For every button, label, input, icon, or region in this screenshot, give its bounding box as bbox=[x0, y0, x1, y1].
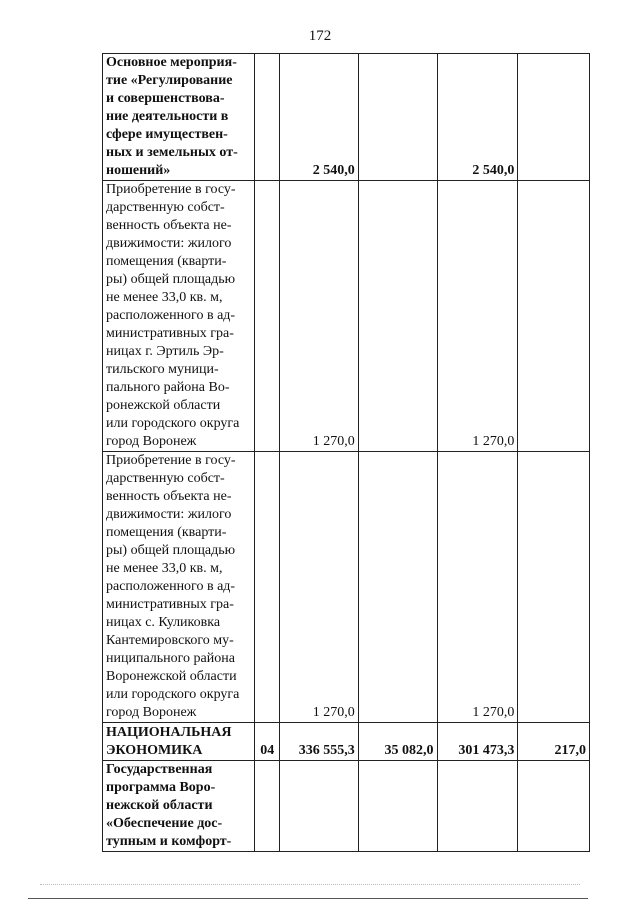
budget-table bbox=[102, 53, 590, 852]
row-col3: 2 540,0 bbox=[437, 54, 518, 181]
row-total: 1 270,0 bbox=[279, 181, 358, 452]
row-col2 bbox=[358, 181, 437, 452]
row-col2: 35 082,0 bbox=[358, 723, 437, 761]
table-row bbox=[103, 761, 590, 852]
row-col4 bbox=[518, 761, 590, 852]
row-section bbox=[255, 761, 280, 852]
row-col4 bbox=[518, 181, 590, 452]
row-total: 1 270,0 bbox=[279, 452, 358, 723]
row-col4: 217,0 bbox=[518, 723, 590, 761]
row-col3: 1 270,0 bbox=[437, 452, 518, 723]
page-number: 172 bbox=[308, 28, 332, 44]
row-section bbox=[255, 181, 280, 452]
table-row bbox=[103, 181, 590, 452]
row-section bbox=[255, 54, 280, 181]
row-name: НАЦИОНАЛЬНАЯ ЭКОНОМИКА bbox=[103, 723, 255, 761]
row-col2 bbox=[358, 761, 437, 852]
page-bottom-rule bbox=[28, 898, 588, 899]
row-col2 bbox=[358, 452, 437, 723]
row-col3: 1 270,0 bbox=[437, 181, 518, 452]
row-col2 bbox=[358, 54, 437, 181]
row-col4 bbox=[518, 452, 590, 723]
row-name: Приобретение в госу- дарственную собст- венность объекта не- движимости: жилого помещения (кварти- ры) общей площадью не менее 33,0 кв. м, расположенного в ад- министративных гра- ницах г. Эртиль Эр- тильского муници- пального района Во- ронежской области или городского округа город Воронеж bbox=[103, 181, 255, 452]
row-total: 336 555,3 bbox=[279, 723, 358, 761]
row-name: Государственная программа Воро- нежской области «Обеспечение дос- тупным и комфорт- bbox=[103, 761, 255, 852]
row-col4 bbox=[518, 54, 590, 181]
row-section: 04 bbox=[255, 723, 280, 761]
table-row bbox=[103, 452, 590, 723]
row-total: 2 540,0 bbox=[279, 54, 358, 181]
row-name: Приобретение в госу- дарственную собст- венность объекта не- движимости: жилого помещения (кварти- ры) общей площадью не менее 33,0 кв. м, расположенного в ад- министративных гра- ницах с. Куликовка Кантемировского му- ниципального района Воронежской области или городского округа город Воронеж bbox=[103, 452, 255, 723]
row-col3 bbox=[437, 761, 518, 852]
row-col3: 301 473,3 bbox=[437, 723, 518, 761]
row-total bbox=[279, 761, 358, 852]
row-section bbox=[255, 452, 280, 723]
scan-artifact-dots bbox=[40, 884, 580, 886]
row-name: Основное мероприя- тие «Регулирование и совершенствова- ние деятельности в сфере имуществен- ных и земельных от- ношений» bbox=[103, 54, 255, 181]
table-row bbox=[103, 723, 590, 761]
table-row bbox=[103, 54, 590, 181]
